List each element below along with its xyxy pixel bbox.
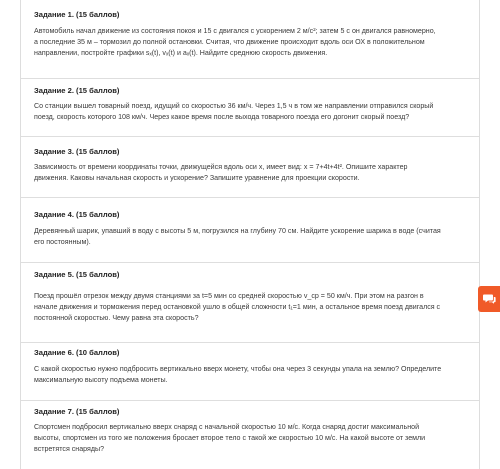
task-5 — [21, 270, 479, 343]
task-line: Поезд прошёл отрезок между двумя станциями за t=5 мин со средней скоростью v_ср = 50 км/ч. При этом на разгон в — [34, 292, 424, 300]
task-2 — [21, 86, 479, 137]
task-line: начале движения и торможения перед остановкой ушло в общей сложности t₁=1 мин, а остальное время поезд двигался с — [34, 303, 441, 311]
task-line: а последние 35 м – тормозил до полной остановки. Считая, что движение происходит вдоль оси ОХ в положительном — [34, 38, 425, 46]
task-6 — [21, 348, 479, 401]
chat-icon — [483, 293, 496, 305]
task-title: Задание 6. (10 баллов) — [34, 348, 120, 357]
task-text — [34, 26, 464, 59]
task-text — [34, 226, 464, 248]
task-line: постоянной скоростью. Чему равна эта скорость? — [34, 314, 199, 322]
task-line: движения. Каковы начальная скорость и ускорение? Запишите уравнение для проекции скорости. — [34, 174, 360, 182]
task-line: С какой скоростью нужно подбросить вертикально вверх монету, чтобы она через 3 секунды упала на землю? Определите — [34, 365, 442, 373]
task-text — [34, 162, 464, 184]
task-title: Задание 2. (15 баллов) — [34, 86, 120, 95]
task-title: Задание 3. (15 баллов) — [34, 147, 120, 156]
task-line: встретятся снаряды? — [34, 445, 105, 453]
task-title: Задание 4. (15 баллов) — [34, 210, 120, 219]
task-line: направлении, постройте графики sₓ(t), vₓ(t) и aₓ(t). Найдите среднюю скорость движения. — [34, 49, 328, 57]
task-title: Задание 5. (15 баллов) — [34, 270, 120, 279]
task-line: Автомобиль начал движение из состояния покоя и 15 с двигался с ускорением 2 м/с²; затем 5 с он двигался равномерно, — [34, 27, 436, 35]
task-text — [34, 364, 464, 386]
chat-button[interactable] — [478, 286, 500, 312]
task-line: поезд, скорость которого 108 км/ч. Через какое время после выхода товарного поезда его догонит скорый поезд? — [34, 113, 410, 121]
task-line: Зависимость от времени координаты точки, движущейся вдоль оси x, имеет вид: x = 7+4t+4t². Опишите характер — [34, 163, 408, 171]
task-line: Со станции вышел товарный поезд, идущий со скоростью 36 км/ч. Через 1,5 ч в том же направлении отправился скорый — [34, 102, 434, 110]
task-title: Задание 1. (15 баллов) — [34, 10, 120, 19]
task-3 — [21, 147, 479, 198]
task-line: его постоянным). — [34, 238, 91, 246]
task-7 — [21, 407, 479, 469]
task-line: Спортсмен подбросил вертикально вверх снаряд с начальной скоростью 10 м/с. Когда снаряд достиг максимальной — [34, 423, 420, 431]
task-text — [34, 291, 464, 324]
task-text — [34, 422, 464, 455]
task-1 — [21, 10, 479, 79]
task-line: Деревянный шарик, упавший в воду с высоты 5 м, погрузился на глубину 70 см. Найдите ускорение шарика в воде (считая — [34, 227, 441, 235]
task-text — [34, 101, 464, 123]
task-line: высоты, спортсмен из того же положения бросает второе тело с такой же скоростью 10 м/с. На какой высоте от земли — [34, 434, 426, 442]
task-line: максимальную высоту подъема монеты. — [34, 376, 168, 384]
task-4 — [21, 210, 479, 263]
task-title: Задание 7. (15 баллов) — [34, 407, 120, 416]
